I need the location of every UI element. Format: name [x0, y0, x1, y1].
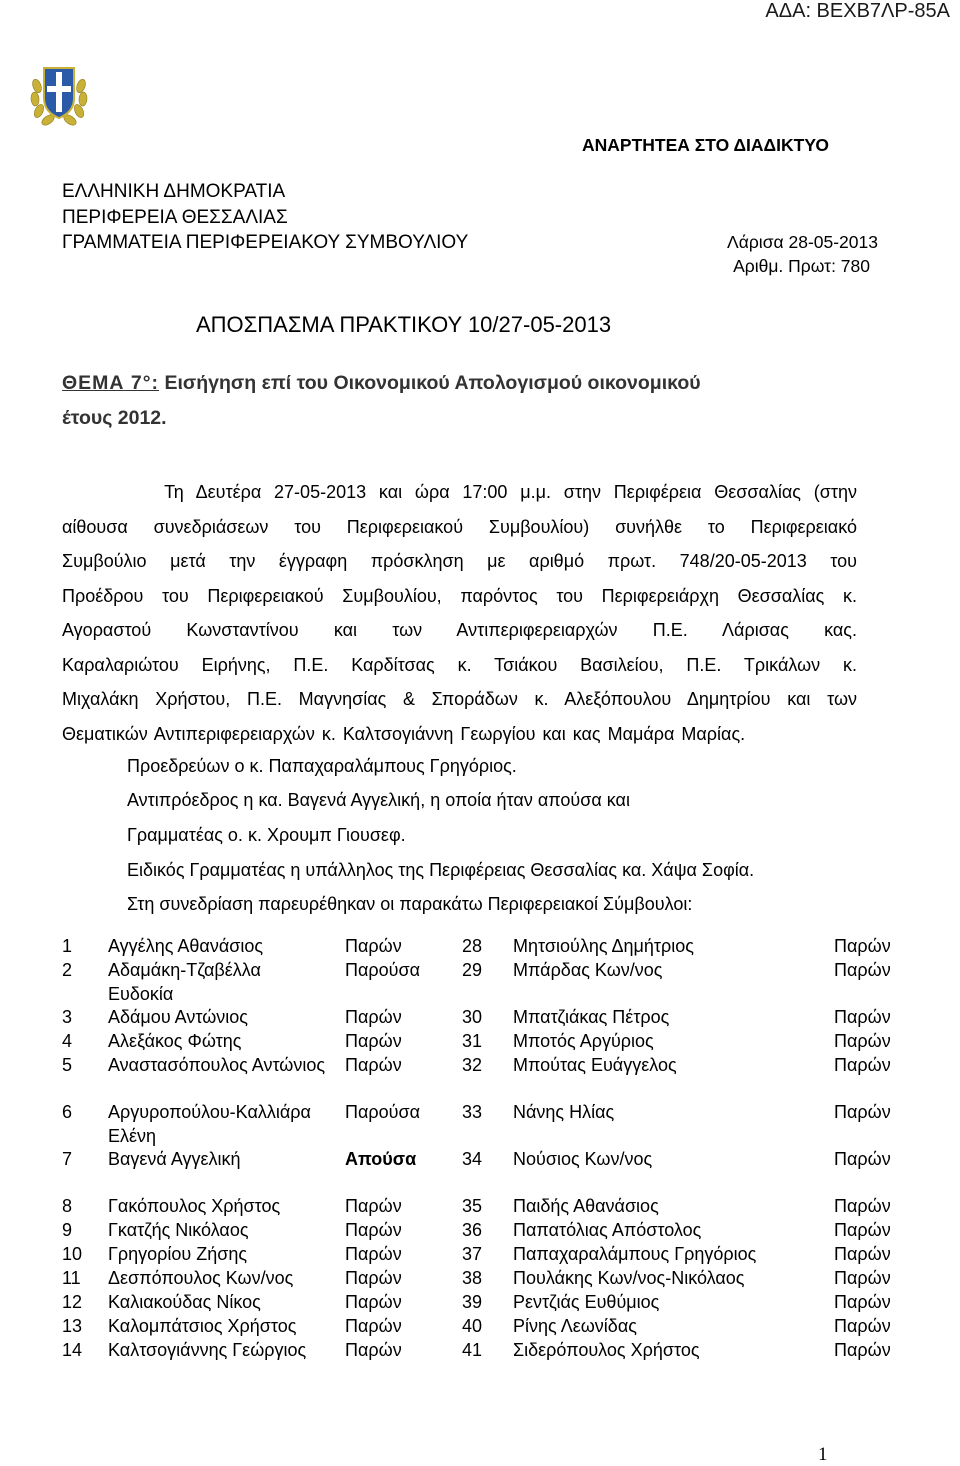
member-status: Παρών [345, 1340, 402, 1360]
paragraph-line: Καραλαριώτου Ειρήνης, Π.Ε. Καρδίτσας κ. Τσιάκου Βασιλείου, Π.Ε. Τρικάλων κ. [62, 654, 857, 675]
member-status: Παρών [345, 1268, 402, 1288]
member-number: 13 [62, 1316, 83, 1336]
paragraph-line: Τη Δευτέρα 27-05-2013 και ώρα 17:00 μ.μ. στην Περιφέρεια Θεσσαλίας (στην [62, 482, 857, 502]
member-name: Μητσιούλης Δημήτριος [513, 936, 694, 956]
member-number: 33 [462, 1102, 483, 1122]
protocol-number: Αριθμ. Πρωτ: 780 [733, 256, 870, 276]
member-status: Παρών [345, 1244, 402, 1264]
member-number: 10 [62, 1244, 83, 1264]
member-number: 30 [462, 1007, 483, 1027]
member-status: Παρούσα [345, 960, 421, 980]
member-number: 38 [462, 1268, 483, 1288]
member-number: 35 [462, 1196, 483, 1216]
member-number: 36 [462, 1220, 483, 1240]
member-number: 29 [462, 960, 483, 980]
member-status: Παρών [834, 1316, 891, 1336]
member-status: Παρούσα [345, 1102, 421, 1122]
member-name: Καλομπάτσιος Χρήστος [108, 1316, 297, 1336]
member-name: Σιδερόπουλος Χρήστος [513, 1340, 700, 1360]
member-name: Αλεξάκος Φώτης [108, 1031, 242, 1051]
member-number: 4 [62, 1031, 73, 1051]
header-republic: ΕΛΛΗΝΙΚΗ ΔΗΜΟΚΡΑΤΙΑ [62, 181, 286, 202]
member-name: Γακόπουλος Χρήστος [108, 1196, 281, 1216]
member-name: Βαγενά Αγγελική [108, 1149, 241, 1169]
member-status: Παρών [834, 1055, 891, 1075]
member-name: Νούσιος Κων/νος [513, 1149, 653, 1169]
member-status: Παρών [345, 1292, 402, 1312]
member-number: 2 [62, 960, 73, 980]
member-status: Παρών [834, 960, 891, 980]
member-number: 6 [62, 1102, 73, 1122]
member-status: Απούσα [345, 1149, 417, 1169]
member-number: 32 [462, 1055, 483, 1075]
member-name: Αδαμάκη-Τζαβέλλα Ευδοκία [108, 960, 261, 1004]
subject-continuation: έτους 2012. [62, 407, 167, 429]
member-name: Ρεντζιάς Ευθύμιος [513, 1292, 660, 1312]
member-number: 28 [462, 936, 483, 956]
member-status: Παρών [345, 1196, 402, 1216]
member-number: 39 [462, 1292, 483, 1312]
paragraph-line: Προέδρου του Περιφερειακού Συμβουλίου, παρόντος του Περιφερειάρχη Θεσσαλίας κ. [62, 585, 857, 606]
member-number: 14 [62, 1340, 83, 1360]
member-name: Αγγέλης Αθανάσιος [108, 936, 264, 956]
member-status: Παρών [834, 1268, 891, 1288]
member-number: 40 [462, 1316, 483, 1336]
paragraph-line: Μιχαλάκη Χρήστου, Π.Ε. Μαγνησίας & Σποράδων κ. Αλεξόπουλου Δημητρίου και των [62, 689, 857, 709]
member-status: Παρών [834, 1220, 891, 1240]
page-number: 1 [818, 1444, 828, 1465]
paragraph-line: Συμβούλιο μετά την έγγραφη πρόσκληση με αριθμό πρωτ. 748/20-05-2013 του [62, 551, 857, 571]
member-name: Αδάμου Αντώνιος [108, 1007, 248, 1027]
member-number: 1 [62, 936, 73, 956]
member-number: 11 [62, 1268, 81, 1288]
member-status: Παρών [345, 1031, 402, 1051]
role-vice-chair: Αντιπρόεδρος η κα. Βαγενά Αγγελική, η οποία ήταν απούσα και [127, 790, 630, 810]
member-name: Γρηγορίου Ζήσης [108, 1244, 248, 1264]
paragraph-line: Αγοραστού Κωνσταντίνου και των Αντιπεριφερειαρχών Π.Ε. Λάρισας κας. [62, 620, 857, 640]
attendance-intro: Στη συνεδρίαση παρευρέθηκαν οι παρακάτω Περιφερειακοί Σύμβουλοι: [127, 894, 693, 914]
member-status: Παρών [834, 1292, 891, 1312]
member-name: Παπατόλιας Απόστολος [513, 1220, 702, 1240]
member-name: Μπατζιάκας Πέτρος [513, 1007, 670, 1027]
member-status: Παρών [834, 1196, 891, 1216]
subject-text: Εισήγηση επί του Οικονομικού Απολογισμού οικονομικού [159, 372, 701, 394]
member-name: Νάνης Ηλίας [513, 1102, 615, 1122]
member-name: Γκατζής Νικόλαος [108, 1220, 249, 1240]
member-number: 37 [462, 1244, 483, 1264]
member-status: Παρών [345, 1055, 402, 1075]
member-number: 12 [62, 1292, 83, 1312]
member-status: Παρών [345, 1316, 402, 1336]
member-number: 5 [62, 1055, 73, 1075]
subject-line [62, 372, 701, 395]
member-name: Παπαχαραλάμπους Γρηγόριος [513, 1244, 757, 1264]
page-title: ΑΠΟΣΠΑΣΜΑ ΠΡΑΚΤΙΚΟΥ 10/27-05-2013 [196, 312, 612, 337]
member-number: 41 [462, 1340, 483, 1360]
member-status: Παρών [834, 1031, 891, 1051]
member-name: Πουλάκης Κων/νος-Νικόλαος [513, 1268, 745, 1288]
member-status: Παρών [834, 936, 891, 956]
member-name: Καλτσογιάννης Γεώργιος [108, 1340, 307, 1360]
member-name: Μπούτας Ευάγγελος [513, 1055, 677, 1075]
member-status: Παρών [834, 1007, 891, 1027]
member-name: Δεσπόπουλος Κων/νος [108, 1268, 294, 1288]
paragraph-line: αίθουσα συνεδριάσεων του Περιφερειακού Συμβουλίου) συνήλθε το Περιφερειακό [62, 516, 857, 537]
member-status: Παρών [834, 1244, 891, 1264]
role-chair: Προεδρεύων ο κ. Παπαχαραλάμπους Γρηγόριος. [127, 756, 517, 776]
member-name: Μποτός Αργύριος [513, 1031, 654, 1051]
member-status: Παρών [834, 1340, 891, 1360]
paragraph-line: Θεματικών Αντιπεριφερειαρχών κ. Καλτσογιάννη Γεωργίου και κας Μαμάρα Μαρίας. [62, 723, 746, 744]
ada-watermark: ΑΔΑ: ΒΕΧΒ7ΛΡ-85Α [765, 0, 950, 22]
member-number: 9 [62, 1220, 73, 1240]
member-status: Παρών [834, 1102, 891, 1122]
header-region: ΠΕΡΙΦΕΡΕΙΑ ΘΕΣΣΑΛΙΑΣ [62, 207, 288, 228]
subject-label: ΘΕΜΑ 7°: [62, 372, 160, 394]
member-name: Αργυροπούλου-Καλλιάρα Ελένη [108, 1102, 311, 1146]
member-name: Παιδής Αθανάσιος [513, 1196, 659, 1216]
meeting-paragraph [62, 475, 857, 751]
member-status: Παρών [345, 1007, 402, 1027]
member-status: Παρών [345, 1220, 402, 1240]
member-name: Μπάρδας Κων/νος [513, 960, 663, 980]
member-name: Καλιακούδας Νίκος [108, 1292, 261, 1312]
member-name: Ρίνης Λεωνίδας [513, 1316, 637, 1336]
member-number: 8 [62, 1196, 73, 1216]
member-name: Αναστασόπουλος Αντώνιος [108, 1055, 326, 1075]
member-number: 7 [62, 1149, 73, 1169]
header-secretariat: ΓΡΑΜΜΑΤΕΙΑ ΠΕΡΙΦΕΡΕΙΑΚΟΥ ΣΥΜΒΟΥΛΙΟΥ [62, 232, 469, 253]
greek-emblem-icon [28, 56, 90, 133]
role-special-secretary: Ειδικός Γραμματέας η υπάλληλος της Περιφέρειας Θεσσαλίας κα. Χάψα Σοφία. [127, 860, 755, 880]
member-status: Παρών [834, 1149, 891, 1169]
role-secretary: Γραμματέας ο. κ. Χρουμπ Γιουσεφ. [127, 825, 406, 845]
member-number: 3 [62, 1007, 73, 1027]
document-date: Λάρισα 28-05-2013 [727, 232, 878, 252]
member-number: 31 [462, 1031, 483, 1051]
member-status: Παρών [345, 936, 402, 956]
posted-online-label: ΑΝΑΡΤΗΤΕΑ ΣΤΟ ΔΙΑΔΙΚΤΥΟ [582, 135, 829, 155]
member-number: 34 [462, 1149, 483, 1169]
